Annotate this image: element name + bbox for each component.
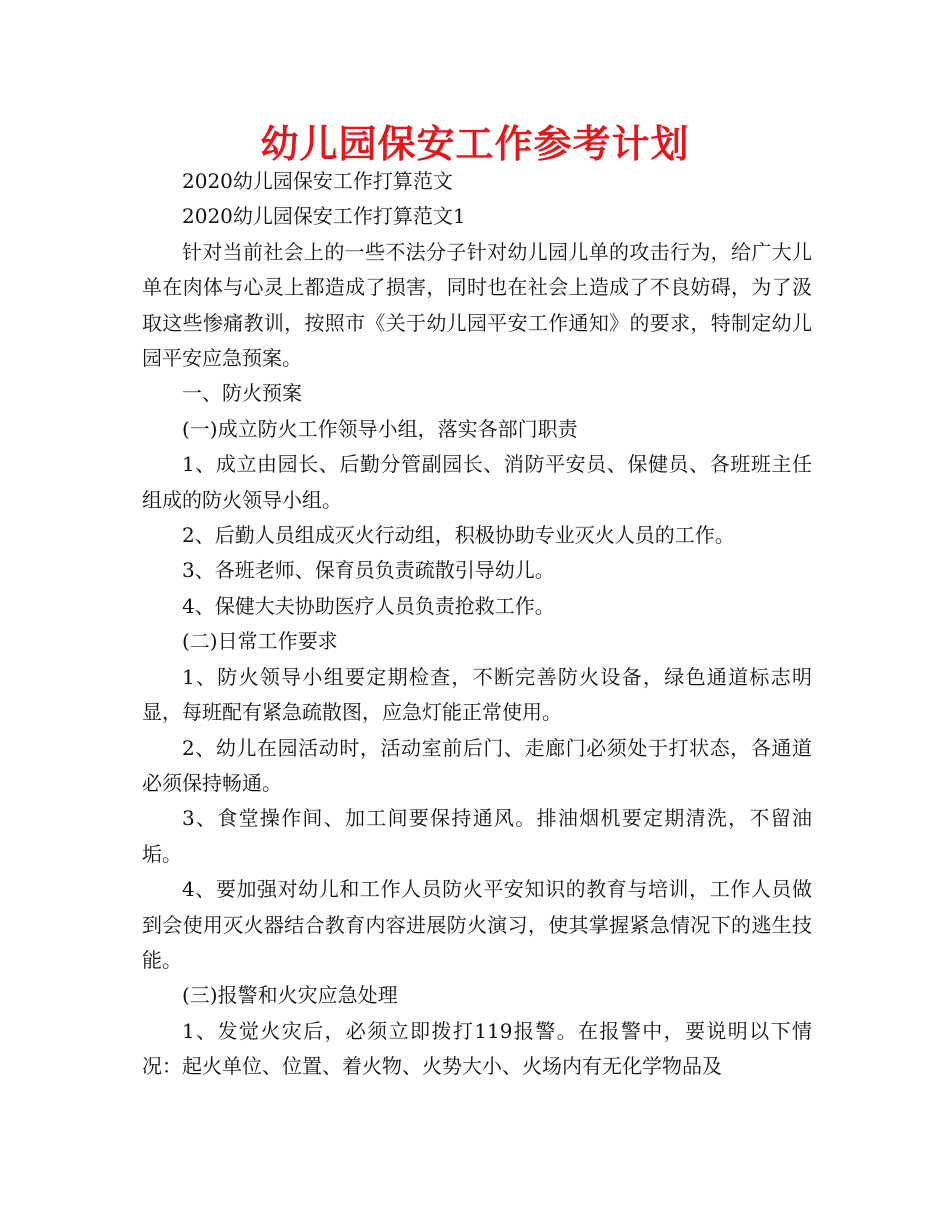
document-title: 幼儿园保安工作参考计划 (260, 121, 690, 166)
subsection-heading: (二)日常工作要求 (182, 629, 338, 654)
paragraph: 2、幼儿在园活动时，活动室前后门、走廊门必须处于打状态，各通道必须保持畅通。 (142, 735, 812, 795)
paragraph: 2020幼儿园保安工作打算范文1 (182, 204, 466, 229)
paragraph: 1、成立由园长、后勤分管副园长、消防平安员、保健员、各班班主任组成的防火领导小组。 (142, 452, 812, 512)
paragraph: 4、保健大夫协助医疗人员负责抢救工作。 (182, 593, 555, 618)
paragraph: 2、后勤人员组成灭火行动组，积极协助专业灭火人员的工作。 (182, 523, 735, 548)
section-heading: 一、防火预案 (182, 381, 302, 406)
subsection-heading: (三)报警和火灾应急处理 (182, 983, 398, 1008)
paragraph: 1、防火领导小组要定期检查，不断完善防火设备，绿色通道标志明显，每班配有紧急疏散图，应急灯能正常使用。 (142, 664, 812, 725)
paragraph: 3、各班老师、保育员负责疏散引导幼儿。 (182, 558, 555, 583)
paragraph: 针对当前社会上的一些不法分子针对幼儿园儿单的攻击行为，给广大儿单在肉体与心灵上都造成了损害，同时也在社会上造成了不良妨碍，为了汲取这些惨痛教训，按照市《关于幼儿园平安工作通知》的要求，特制定幼儿园平安应急预案。 (142, 239, 812, 371)
paragraph: 1、发觉火灾后，必须立即拨打119报警。在报警中，要说明以下情况：起火单位、位置、着火物、火势大小、火场内有无化学物品及 (142, 1018, 812, 1079)
paragraph: 4、要加强对幼儿和工作人员防火平安知识的教育与培训，工作人员做到会使用灭火器结合教育内容进展防火演习，使其掌握紧急情况下的逃生技能。 (142, 877, 812, 972)
document-body (142, 164, 812, 1085)
paragraph: 3、食堂操作间、加工间要保持通风。排油烟机要定期清洗，不留油垢。 (142, 806, 812, 866)
paragraph: 2020幼儿园保安工作打算范文 (182, 169, 453, 193)
subsection-heading: (一)成立防火工作领导小组，落实各部门职责 (182, 416, 578, 441)
